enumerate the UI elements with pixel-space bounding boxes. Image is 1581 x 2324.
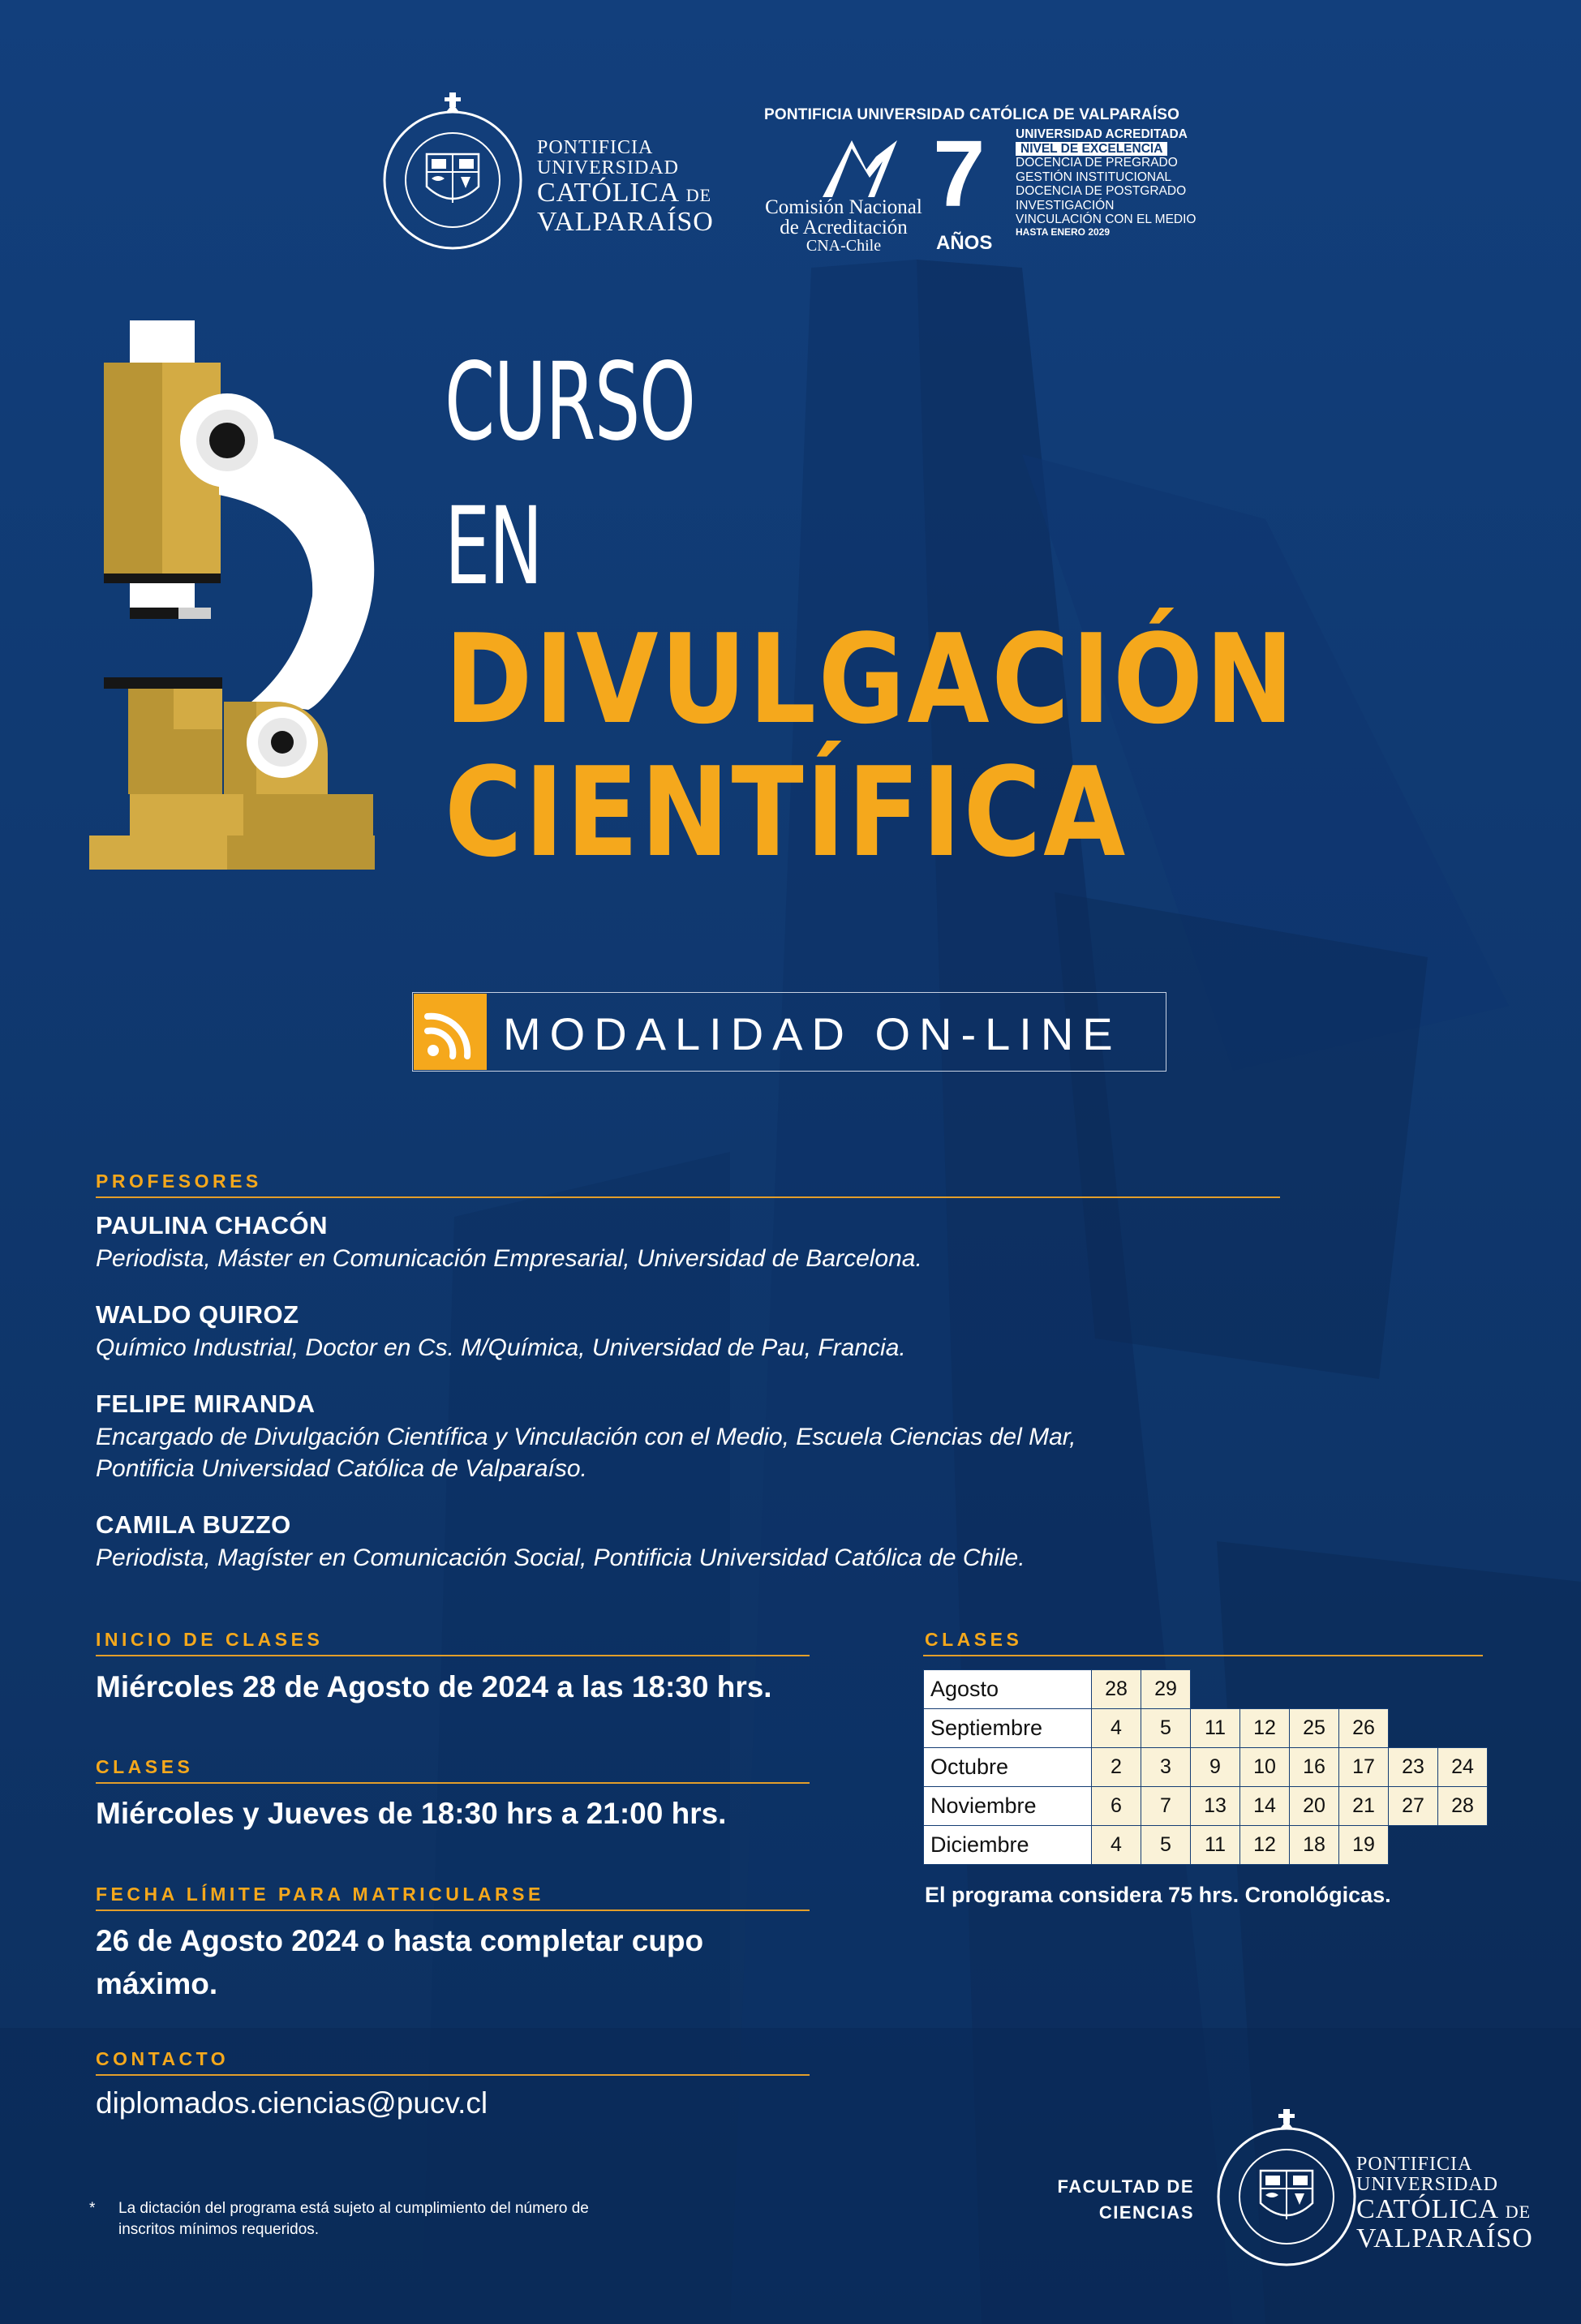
professors-heading: PROFESORES	[96, 1171, 262, 1192]
pucv-line2: UNIVERSIDAD	[537, 157, 679, 179]
footer-logo-line2: UNIVERSIDAD	[1356, 2174, 1498, 2196]
footer-logo-line3a: CATÓLICA	[1356, 2194, 1498, 2225]
title-en: EN	[445, 484, 542, 609]
calendar-day: 7	[1141, 1787, 1191, 1826]
calendar-day: 11	[1191, 1709, 1240, 1748]
area-1: DOCENCIA DE PREGRADO	[1016, 156, 1178, 170]
calendar-day: 20	[1290, 1787, 1339, 1826]
deadline-rule	[96, 1909, 810, 1911]
start-heading: INICIO DE CLASES	[96, 1629, 324, 1650]
pucv-seal-footer-icon	[1214, 2106, 1360, 2276]
title-divulgacion: DIVULGACIÓN	[445, 608, 1296, 751]
calendar-day: 19	[1339, 1826, 1389, 1865]
rss-icon	[414, 994, 487, 1070]
professor-desc: Periodista, Máster en Comunicación Empresarial, Universidad de Barcelona.	[96, 1245, 922, 1272]
calendar-heading: CLASES	[925, 1629, 1023, 1650]
pucv-logo-text	[537, 138, 714, 237]
professor-name: CAMILA BUZZO	[96, 1510, 291, 1539]
faculty-line1: FACULTAD DE	[1057, 2176, 1194, 2197]
calendar-day: 27	[1389, 1787, 1438, 1826]
calendar-day: 11	[1191, 1826, 1240, 1865]
professor-name: PAULINA CHACÓN	[96, 1211, 328, 1239]
calendar-row	[924, 1787, 1488, 1826]
cna-line2: de Acreditación	[780, 217, 908, 238]
accreditation-years-label: AÑOS	[936, 232, 993, 254]
calendar-day: 12	[1240, 1826, 1290, 1865]
professor-desc: Encargado de Divulgación Científica y Vinculación con el Medio, Escuela Ciencias del Mar,	[96, 1424, 1076, 1450]
professor-desc: Periodista, Magíster en Comunicación Social, Pontificia Universidad Católica de Chile.	[96, 1544, 1025, 1571]
footnote-text	[118, 2198, 589, 2240]
contact-rule	[96, 2074, 810, 2076]
accredited-label: UNIVERSIDAD ACREDITADA	[1016, 127, 1188, 141]
deadline-text: 26 de Agosto 2024 o hasta completar cupo	[96, 1924, 704, 1957]
pucv-line1: PONTIFICIA	[537, 137, 654, 158]
calendar-rule	[923, 1655, 1483, 1656]
calendar-day: 4	[1092, 1826, 1141, 1865]
professor-desc-line2: Pontificia Universidad Católica de Valparaíso.	[96, 1455, 587, 1482]
calendar-month: Octubre	[924, 1748, 1092, 1787]
title-cientifica: CIENTÍFICA	[445, 741, 1128, 884]
footnote-line1: La dictación del programa está sujeto al cumplimiento del número de	[118, 2200, 589, 2217]
calendar-day: 28	[1438, 1787, 1488, 1826]
footer-logo-line1: PONTIFICIA	[1356, 2154, 1473, 2175]
pucv-line3b: DE	[685, 185, 712, 206]
calendar-row	[924, 1670, 1488, 1709]
start-rule	[96, 1655, 810, 1656]
area-4: INVESTIGACIÓN	[1016, 198, 1115, 213]
modality-label: MODALIDAD ON-LINE	[503, 1008, 1122, 1059]
calendar-day: 18	[1290, 1826, 1339, 1865]
calendar-month: Diciembre	[924, 1826, 1092, 1865]
pucv-seal-icon	[380, 89, 526, 268]
pucv-line4: VALPARAÍSO	[537, 207, 714, 238]
area-2: GESTIÓN INSTITUCIONAL	[1016, 170, 1172, 184]
accreditation-university: PONTIFICIA UNIVERSIDAD CATÓLICA DE VALPARAÍSO	[764, 106, 1180, 123]
modality-icon-box	[414, 994, 487, 1070]
calendar-day: 6	[1092, 1787, 1141, 1826]
professor-name: WALDO QUIROZ	[96, 1300, 299, 1329]
calendar-day: 3	[1141, 1748, 1191, 1787]
footer-logo-line4: VALPARAÍSO	[1356, 2223, 1533, 2254]
excellence-badge: NIVEL DE EXCELENCIA	[1016, 142, 1167, 157]
calendar-day: 2	[1092, 1748, 1141, 1787]
cna-line3: CNA-Chile	[806, 237, 882, 255]
class-calendar	[923, 1669, 1488, 1865]
calendar-row	[924, 1826, 1488, 1865]
calendar-day: 17	[1339, 1748, 1389, 1787]
classes-text: Miércoles y Jueves de 18:30 hrs a 21:00 hrs.	[96, 1797, 727, 1830]
footer-logo-line3b: DE	[1505, 2202, 1532, 2223]
professor-name: FELIPE MIRANDA	[96, 1390, 316, 1418]
pucv-line3a: CATÓLICA	[537, 178, 679, 208]
calendar-day: 9	[1191, 1748, 1240, 1787]
calendar-note: El programa considera 75 hrs. Cronológicas.	[925, 1883, 1391, 1907]
calendar-day: 24	[1438, 1748, 1488, 1787]
area-5: VINCULACIÓN CON EL MEDIO	[1016, 213, 1196, 226]
calendar-row	[924, 1748, 1488, 1787]
calendar-day: 21	[1339, 1787, 1389, 1826]
calendar-day: 26	[1339, 1709, 1389, 1748]
cna-name	[763, 197, 925, 254]
cna-logo-icon	[819, 134, 900, 200]
calendar-day: 5	[1141, 1709, 1191, 1748]
calendar-day: 13	[1191, 1787, 1240, 1826]
contact-email[interactable]: diplomados.ciencias@pucv.cl	[96, 2086, 488, 2120]
professor-desc: Químico Industrial, Doctor en Cs. M/Química, Universidad de Pau, Francia.	[96, 1334, 906, 1361]
deadline-text-line2: máximo.	[96, 1967, 218, 2000]
calendar-day: 25	[1290, 1709, 1339, 1748]
microscope-icon	[81, 320, 406, 872]
calendar-month: Agosto	[924, 1670, 1092, 1709]
calendar-day: 5	[1141, 1826, 1191, 1865]
accreditation-until: HASTA ENERO 2029	[1016, 226, 1111, 238]
faculty-line2: CIENCIAS	[1098, 2202, 1194, 2223]
cna-line1: Comisión Nacional	[765, 196, 922, 218]
classes-rule	[96, 1782, 810, 1784]
accreditation-details	[1016, 127, 1196, 238]
title-curso: CURSO	[445, 340, 695, 465]
start-text: Miércoles 28 de Agosto de 2024 a las 18:30 hrs.	[96, 1670, 772, 1703]
calendar-day: 23	[1389, 1748, 1438, 1787]
footer-pucv-logo-text	[1356, 2154, 1533, 2253]
contact-heading: CONTACTO	[96, 2048, 230, 2069]
calendar-row	[924, 1709, 1488, 1748]
footnote-line2: inscritos mínimos requeridos.	[118, 2220, 320, 2238]
professors-rule	[96, 1196, 1280, 1198]
classes-heading: CLASES	[96, 1756, 194, 1777]
calendar-day: 29	[1141, 1670, 1191, 1709]
footnote-mark: *	[89, 2200, 96, 2217]
calendar-day: 28	[1092, 1670, 1141, 1709]
calendar-day: 10	[1240, 1748, 1290, 1787]
accreditation-years: 7	[933, 121, 986, 226]
calendar-day: 14	[1240, 1787, 1290, 1826]
calendar-month: Noviembre	[924, 1787, 1092, 1826]
calendar-month: Septiembre	[924, 1709, 1092, 1748]
calendar-day: 16	[1290, 1748, 1339, 1787]
area-3: DOCENCIA DE POSTGRADO	[1016, 184, 1187, 198]
deadline-heading: FECHA LÍMITE PARA MATRICULARSE	[96, 1884, 544, 1905]
faculty-label	[1014, 2174, 1194, 2226]
calendar-day: 12	[1240, 1709, 1290, 1748]
calendar-day: 4	[1092, 1709, 1141, 1748]
